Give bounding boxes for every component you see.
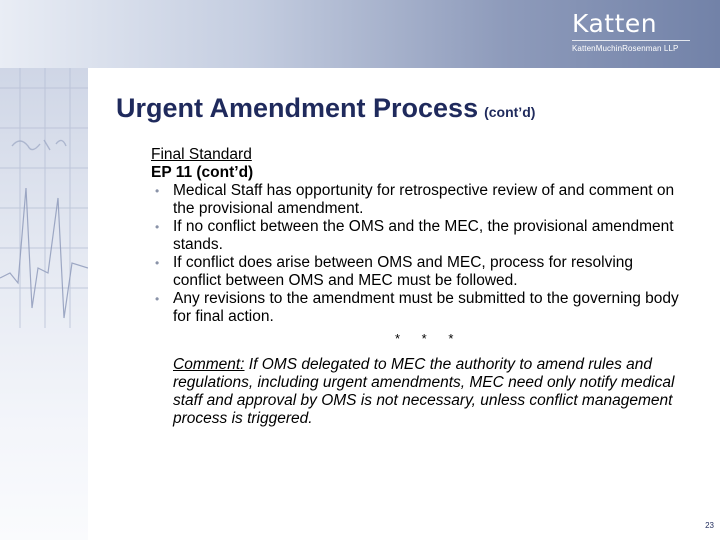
title-main: Urgent Amendment Process	[116, 93, 479, 123]
bullet-text: Medical Staff has opportunity for retrospective review of and comment on the provisional amendment.	[173, 182, 675, 217]
comment-text: If OMS delegated to MEC the authority to amend rules and regulations, including urgent amendments, MEC need only notify medical staff and approval by OMS is not necessary, unless conflict management process is triggered.	[173, 356, 675, 427]
comment-lead: Comment:	[173, 356, 245, 373]
slide-body	[151, 146, 681, 428]
bullet-icon: •	[155, 256, 160, 270]
bullet-list	[151, 182, 681, 326]
slide-title	[116, 93, 535, 124]
list-item	[151, 218, 681, 254]
page-number: 23	[705, 521, 714, 530]
ecg-chart-decoration	[0, 68, 88, 540]
logo-wordmark: Katten	[572, 9, 658, 38]
list-item	[151, 290, 681, 326]
subheading: EP 11 (cont’d)	[151, 164, 254, 181]
section-heading: Final Standard	[151, 146, 252, 163]
bullet-text: If conflict does arise between OMS and MEC, process for resolving conflict between OMS and MEC must be followed.	[173, 254, 634, 289]
bullet-text: Any revisions to the amendment must be submitted to the governing body for final action.	[173, 290, 679, 325]
logo-subtitle: KattenMuchinRosenman LLP	[572, 44, 679, 53]
bullet-icon: •	[155, 220, 160, 234]
logo-rule	[572, 40, 690, 41]
list-item	[151, 182, 681, 218]
title-suffix: (cont’d)	[484, 104, 536, 120]
header-band	[0, 0, 720, 68]
decorative-side-panel	[0, 68, 88, 540]
firm-logo	[572, 10, 692, 53]
bullet-icon: •	[155, 184, 160, 198]
separator: * * *	[395, 331, 463, 346]
bullet-text: If no conflict between the OMS and the MEC, the provisional amendment stands.	[173, 218, 674, 253]
bullet-icon: •	[155, 292, 160, 306]
list-item	[151, 254, 681, 290]
comment-paragraph	[173, 356, 681, 428]
